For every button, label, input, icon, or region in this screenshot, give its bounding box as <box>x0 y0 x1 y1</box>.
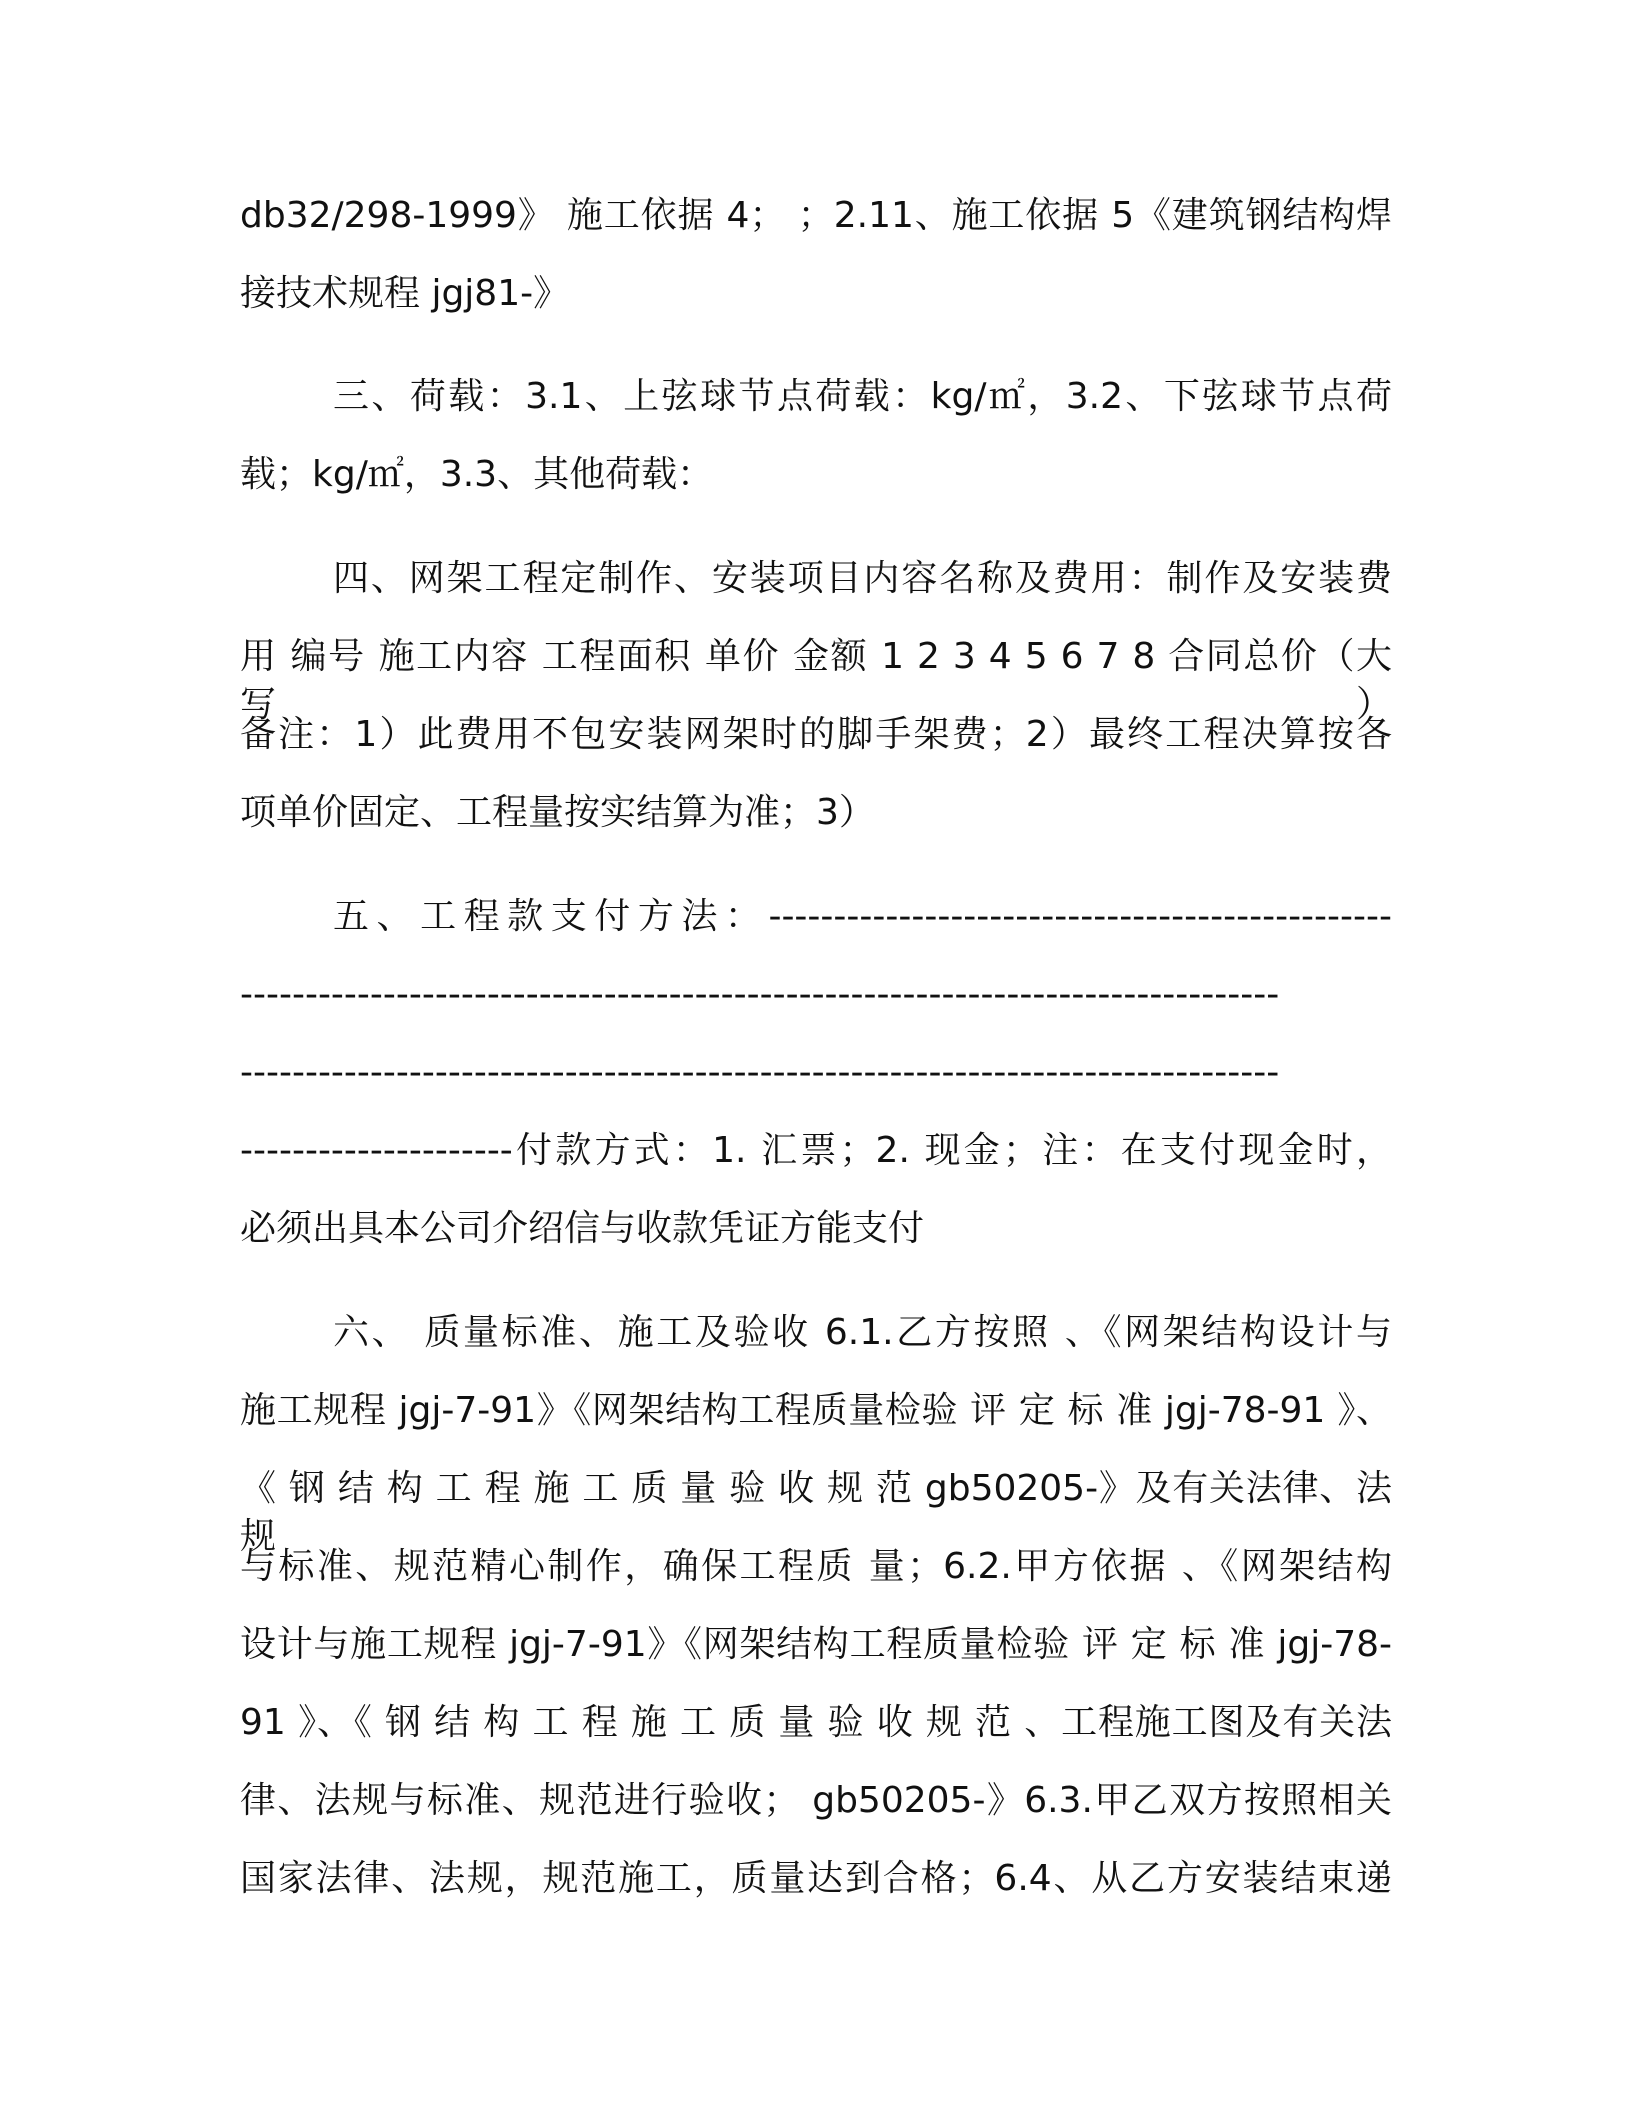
text-line-1: db32/298-1999》 施工依据 4； ；2.11、施工依据 5《建筑钢结构焊 <box>240 195 1392 236</box>
text-line-4: 载；kg/㎡，3.3、其他荷载： <box>240 454 714 495</box>
text-line-2: 接技术规程 jgj81-》 <box>240 273 570 314</box>
text-line-11: -------------------------------------------------------------------------------- <box>240 1052 1280 1093</box>
text-line-5: 四、网架工程定制作、安装项目内容名称及费用：制作及安装费 <box>333 558 1392 599</box>
text-line-8: 项单价固定、工程量按实结算为准；3） <box>240 792 875 833</box>
text-line-20: 律、法规与标准、规范进行验收； gb50205-》6.3.甲乙双方按照相关 <box>240 1780 1392 1821</box>
text-line-12: ---------------------付款方式：1. 汇票；2. 现金；注：在支付现金时， <box>240 1130 1392 1171</box>
text-line-18: 设计与施工规程 jgj-7-91》《网架结构工程质量检验 评 定 标 准 jgj-78- <box>240 1624 1392 1665</box>
text-line-6: 用 编号 施工内容 工程面积 单价 金额 1 2 3 4 5 6 7 8 合同总价（大写） <box>240 636 1392 725</box>
text-line-3: 三、荷载：3.1、上弦球节点荷载：kg/㎡，3.2、下弦球节点荷 <box>333 376 1392 417</box>
text-line-10: -------------------------------------------------------------------------------- <box>240 974 1280 1015</box>
text-line-16: 《 钢 结 构 工 程 施 工 质 量 验 收 规 范 gb50205-》及有关法律、法规 <box>240 1468 1392 1557</box>
text-line-19: 91 》、《 钢 结 构 工 程 施 工 质 量 验 收 规 范 、工程施工图及有关法 <box>240 1702 1392 1743</box>
text-line-9: 五、工程款支付方法：------------------------------------------------ <box>333 896 1392 937</box>
text-line-7: 备注：1）此费用不包安装网架时的脚手架费；2）最终工程决算按各 <box>240 714 1392 755</box>
text-line-21: 国家法律、法规，规范施工，质量达到合格；6.4、从乙方安装结束递 <box>240 1858 1392 1899</box>
text-line-13: 必须出具本公司介绍信与收款凭证方能支付 <box>240 1208 925 1249</box>
text-line-17: 与标准、规范精心制作，确保工程质 量；6.2.甲方依据 、《网架结构 <box>240 1546 1392 1587</box>
text-line-15: 施工规程 jgj-7-91》《网架结构工程质量检验 评 定 标 准 jgj-78-91 》、 <box>240 1390 1392 1431</box>
text-line-14: 六、 质量标准、施工及验收 6.1.乙方按照 、《网架结构设计与 <box>333 1312 1392 1353</box>
